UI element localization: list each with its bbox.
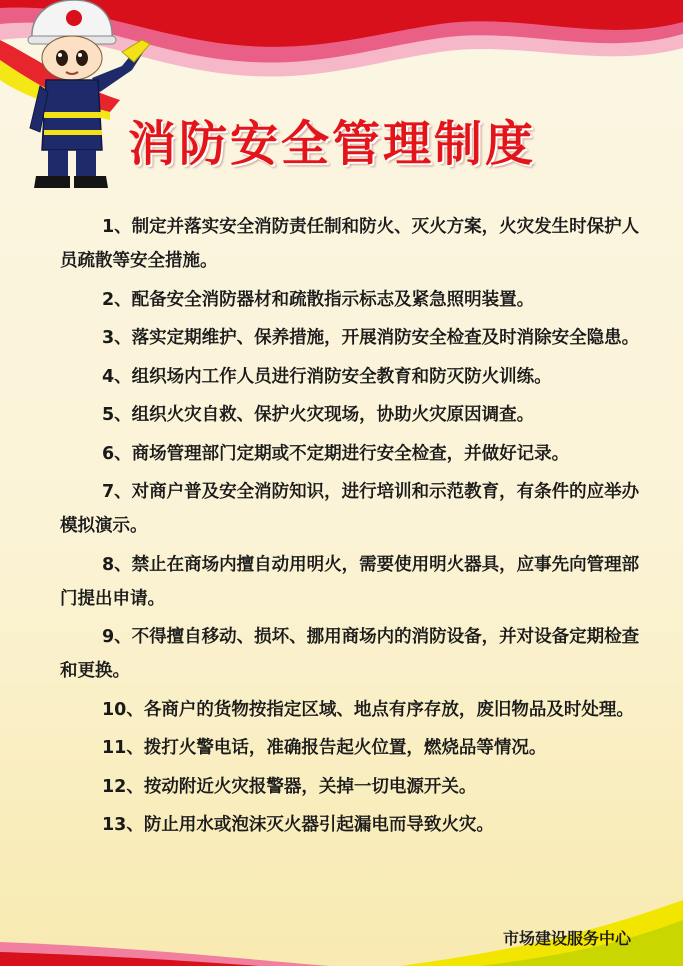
rule-item-9: 9、不得擅自移动、损坏、挪用商场内的消防设备，并对设备定期检查和更换。 bbox=[60, 627, 640, 681]
rule-item-4: 4、组织场内工作人员进行消防安全教育和防灭防火训练。 bbox=[102, 366, 552, 387]
rule-item-2: 2、配备安全消防器材和疏散指示标志及紧急照明装置。 bbox=[102, 289, 535, 310]
rule-item-11: 11、拨打火警电话，准确报告起火位置，燃烧品等情况。 bbox=[102, 738, 547, 758]
rule-item-5: 5、组织火灾自救、保护火灾现场，协助火灾原因调查。 bbox=[102, 405, 535, 425]
rule-item-6: 6、商场管理部门定期或不定期进行安全检查，并做好记录。 bbox=[102, 443, 570, 464]
rule-item-12: 12、按动附近火灾报警器，关掉一切电源开关。 bbox=[102, 776, 477, 797]
rule-item-13: 13、防止用水或泡沫灭火器引起漏电而导致火灾。 bbox=[102, 815, 494, 835]
rule-item-3: 3、落实定期维护、保养措施，开展消防安全检查及时消除安全隐患。 bbox=[102, 328, 640, 348]
page-title: 消防安全管理制度 bbox=[128, 116, 537, 172]
rule-item-10: 10、各商户的货物按指定区域、地点有序存放，废旧物品及时处理。 bbox=[102, 699, 634, 720]
rule-item-1: 1、制定并落实安全消防责任制和防火、灭火方案，火灾发生时保护人员疏散等安全措施。 bbox=[60, 217, 640, 271]
issuer-signature: 市场建设服务中心 bbox=[502, 929, 631, 948]
rule-item-8: 8、禁止在商场内擅自动用明火，需要使用明火器具，应事先向管理部门提出申请。 bbox=[60, 554, 640, 609]
rules-list bbox=[60, 210, 640, 847]
rule-item-7: 7、对商户普及安全消防知识，进行培训和示范教育，有条件的应举办模拟演示。 bbox=[60, 482, 640, 536]
